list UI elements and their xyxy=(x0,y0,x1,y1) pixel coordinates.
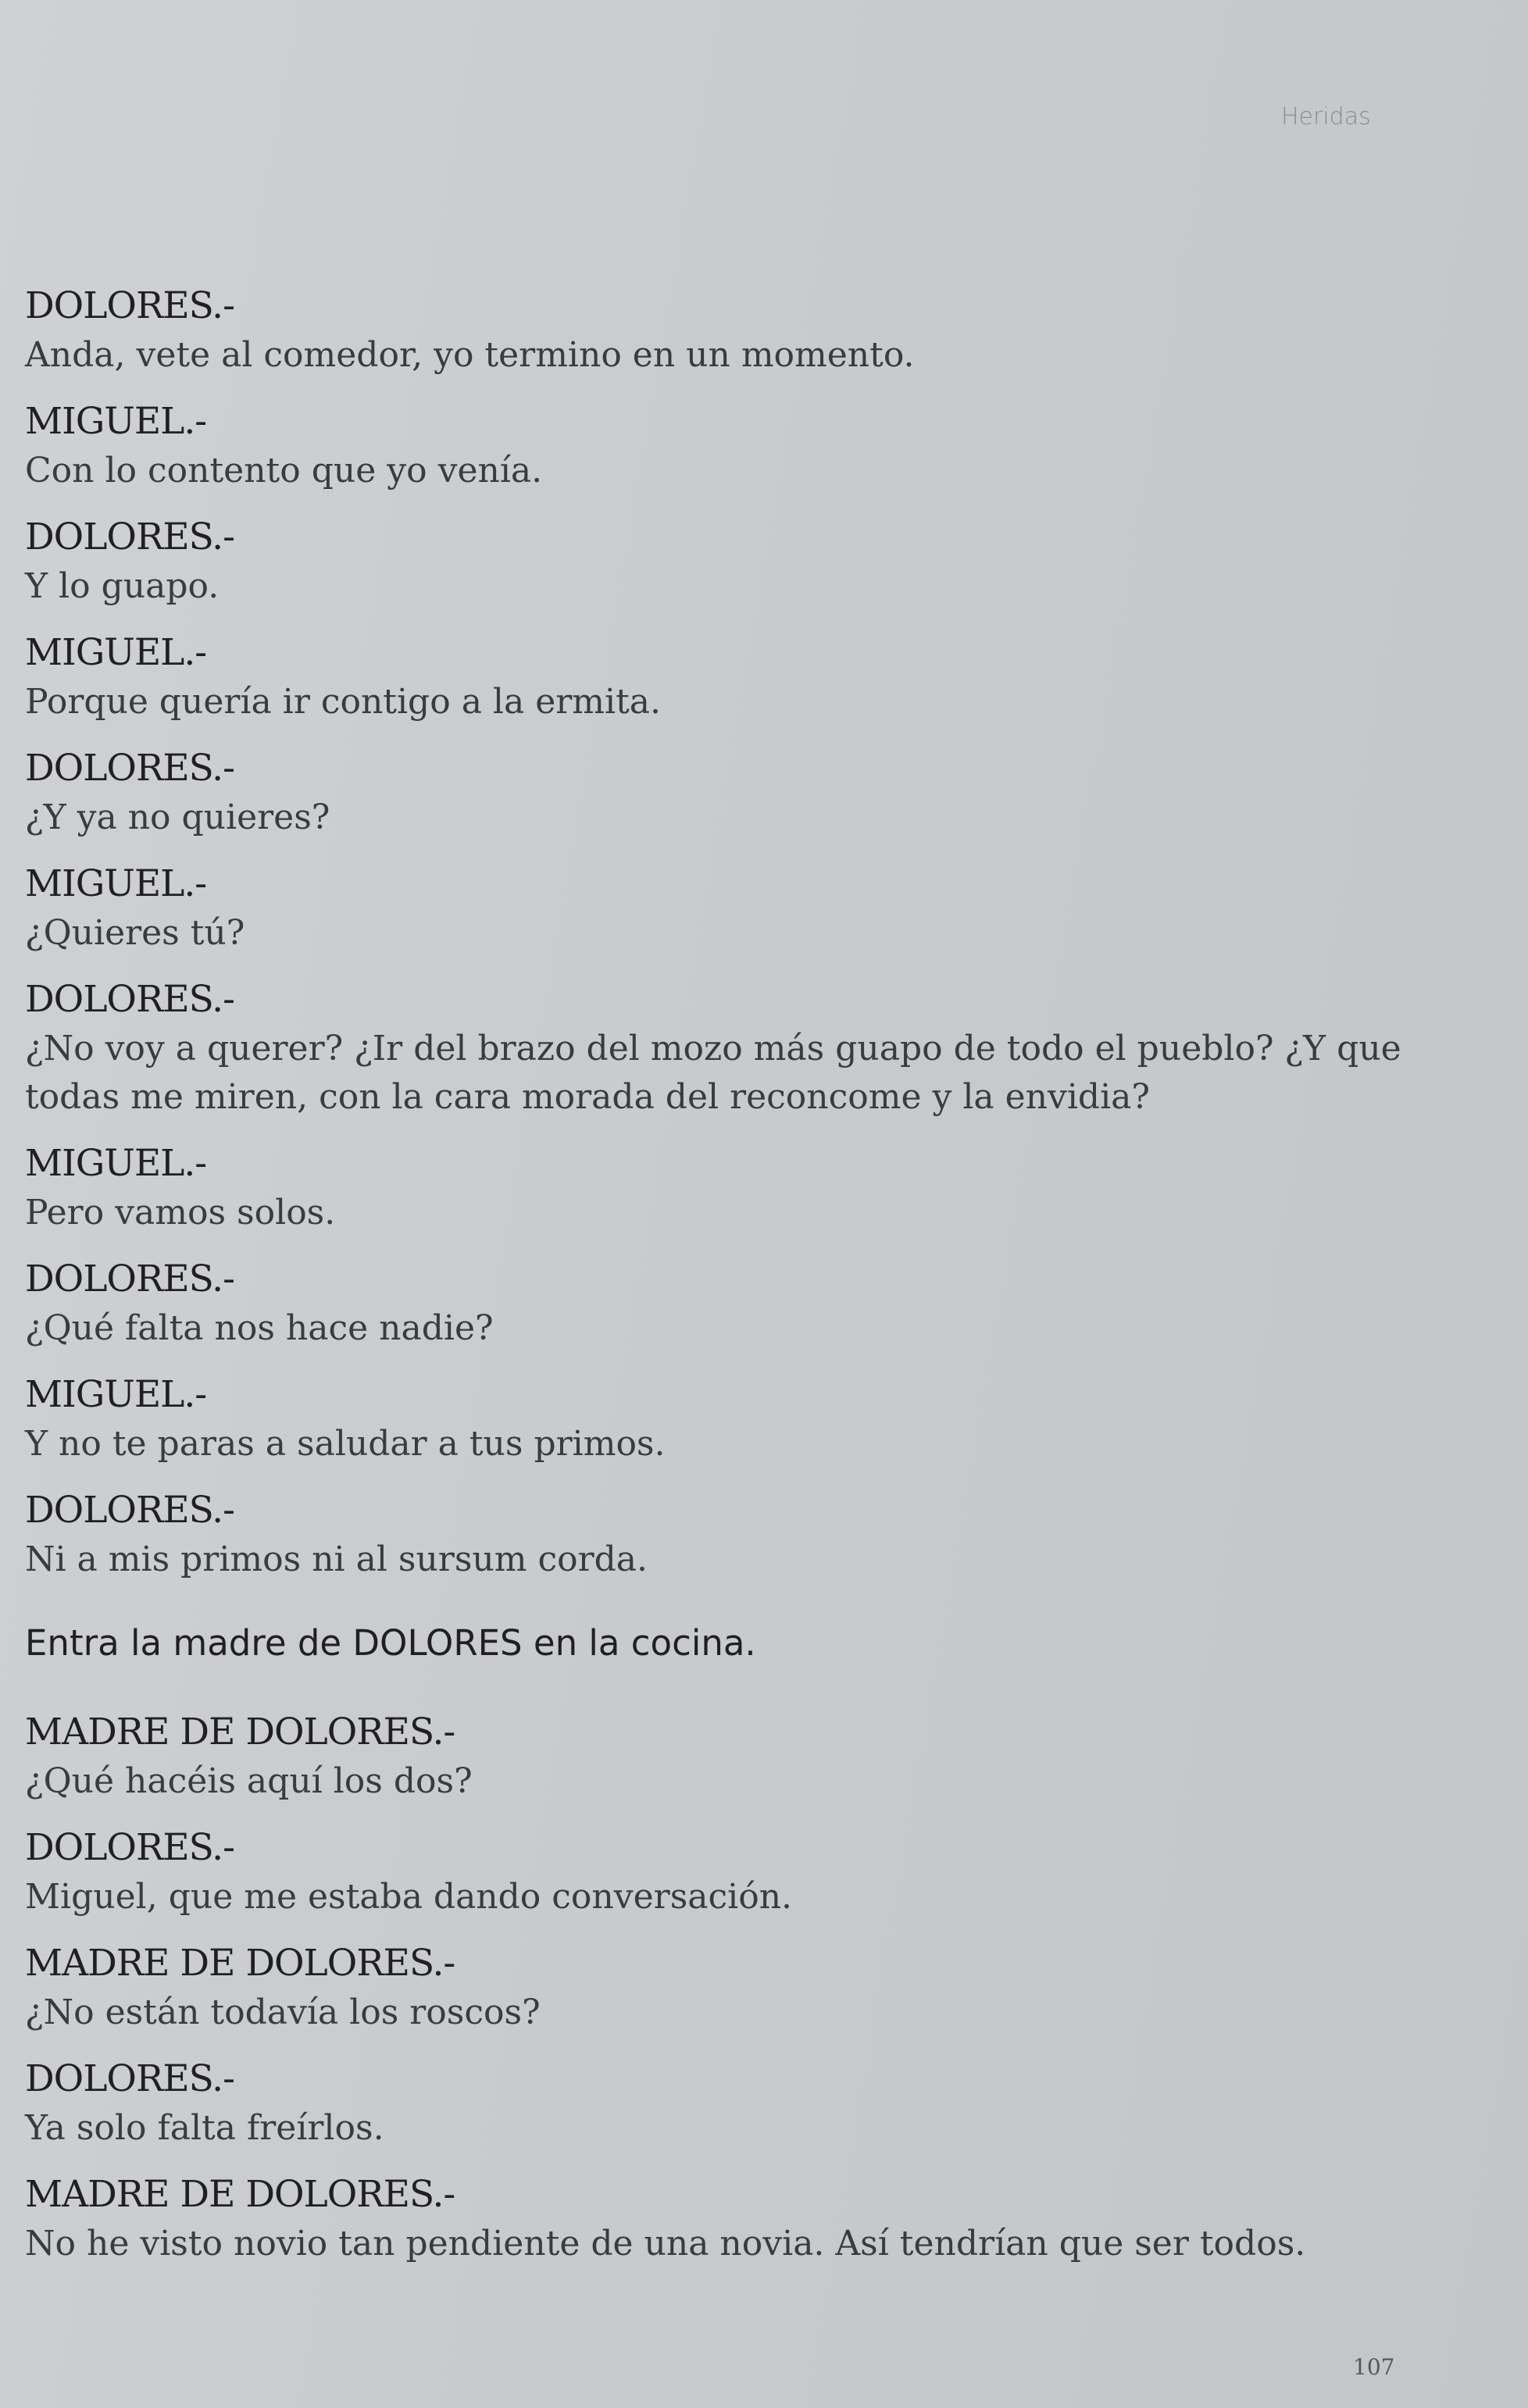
speaker-name: MIGUEL.- xyxy=(25,631,207,674)
play-text xyxy=(25,281,1416,2285)
spoken-line: Y no te paras a saludar a tus primos. xyxy=(25,1424,666,1464)
spoken-line: ¿Y ya no quieres? xyxy=(25,797,330,837)
speaker-name: DOLORES.- xyxy=(25,1826,234,1869)
spoken-line: Pero vamos solos. xyxy=(25,1193,336,1233)
spoken-line: ¿Quieres tú? xyxy=(25,913,245,953)
dialogue-block xyxy=(25,1254,1416,1353)
dialogue-block xyxy=(25,1707,1416,1806)
dialogue-block xyxy=(25,2054,1416,2153)
speaker-name: MADRE DE DOLORES.- xyxy=(25,2173,455,2216)
spoken-line: Anda, vete al comedor, yo termino en un momento. xyxy=(25,335,915,375)
spoken-line: No he visto novio tan pendiente de una novia. Así tendrían que ser todos. xyxy=(25,2224,1306,2264)
spoken-line: ¿No voy a querer? ¿Ir del brazo del mozo más guapo de todo el pueblo? ¿Y que todas me miren, con la cara morada del reconcome y la envidia? xyxy=(25,1029,1401,1117)
spoken-line: Miguel, que me estaba dando conversación. xyxy=(25,1877,793,1917)
dialogue-block xyxy=(25,975,1416,1122)
speaker-name: MADRE DE DOLORES.- xyxy=(25,1942,455,1985)
dialogue-block xyxy=(25,2170,1416,2268)
speaker-name: MADRE DE DOLORES.- xyxy=(25,1711,455,1753)
speaker-name: DOLORES.- xyxy=(25,2057,234,2100)
dialogue-block xyxy=(25,512,1416,611)
dialogue-block xyxy=(25,1370,1416,1468)
dialogue-block xyxy=(25,859,1416,958)
spoken-line: ¿Qué hacéis aquí los dos? xyxy=(25,1761,473,1801)
spoken-line: ¿No están todavía los roscos? xyxy=(25,1992,541,2032)
speaker-name: DOLORES.- xyxy=(25,978,234,1021)
dialogue-block xyxy=(25,744,1416,842)
dialogue-block xyxy=(25,1139,1416,1237)
spoken-line: Ya solo falta freírlos. xyxy=(25,2108,384,2148)
dialogue-block xyxy=(25,1486,1416,1584)
speaker-name: MIGUEL.- xyxy=(25,862,207,905)
speaker-name: DOLORES.- xyxy=(25,1258,234,1300)
spoken-line: Ni a mis primos ni al sursum corda. xyxy=(25,1539,648,1579)
running-header: Heridas xyxy=(1281,103,1371,130)
page-number: 107 xyxy=(1353,2354,1395,2380)
speaker-name: DOLORES.- xyxy=(25,747,234,790)
spoken-line: Porque quería ir contigo a la ermita. xyxy=(25,682,661,722)
stage-direction: Entra la madre de DOLORES en la cocina. xyxy=(25,1622,756,1664)
speaker-name: DOLORES.- xyxy=(25,1489,234,1532)
dialogue-block xyxy=(25,628,1416,726)
speaker-name: MIGUEL.- xyxy=(25,1373,207,1416)
dialogue-block xyxy=(25,281,1416,380)
speaker-name: MIGUEL.- xyxy=(25,1142,207,1185)
speaker-name: DOLORES.- xyxy=(25,284,234,327)
dialogue-block xyxy=(25,397,1416,495)
dialogue-block xyxy=(25,1823,1416,1921)
spoken-line: Y lo guapo. xyxy=(25,566,220,606)
dialogue-block xyxy=(25,1939,1416,2037)
spoken-line: Con lo contento que yo venía. xyxy=(25,451,543,491)
speaker-name: MIGUEL.- xyxy=(25,400,207,443)
speaker-name: DOLORES.- xyxy=(25,515,234,558)
spoken-line: ¿Qué falta nos hace nadie? xyxy=(25,1308,494,1348)
